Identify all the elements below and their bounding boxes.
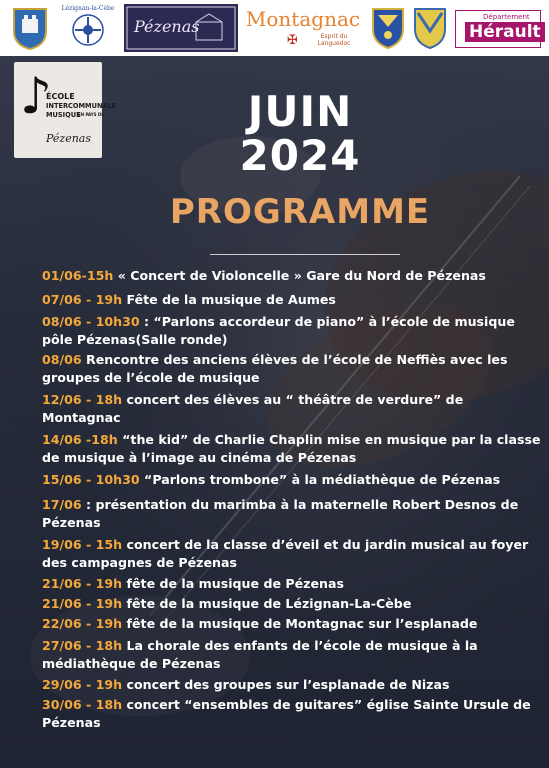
pezenas-logo: [124, 4, 238, 52]
montagnac-logo-text: Montagnac: [245, 7, 361, 31]
herault-logo: [455, 10, 541, 48]
event-item: [42, 615, 542, 633]
event-text: concert des élèves au “ théâtre de verdure” de Montagnac: [42, 392, 464, 425]
event-text: concert “ensembles de guitares” église Sainte Ursule de Pézenas: [42, 697, 531, 730]
event-text: concert de la classe d’éveil et du jardin musical au foyer des campagnes de Pézenas: [42, 537, 529, 570]
event-date: 29/06 - 19h: [42, 677, 123, 692]
title-programme: PROGRAMME: [169, 192, 431, 232]
event-date: 21/06 - 19h: [42, 596, 123, 611]
lezignan-logo-text: Lézignan-la-Cèbe: [61, 5, 115, 12]
event-text: fête de la musique de Pézenas: [122, 576, 344, 591]
herault-logo-text: Hérault: [465, 22, 545, 42]
event-date: 12/06 - 18h: [42, 392, 123, 407]
event-text: : présentation du marimba à la maternelle Robert Desnos de Pézenas: [42, 497, 519, 530]
event-date: 14/06 -18h: [42, 432, 118, 447]
coat-of-arms-logo-2: [370, 5, 406, 51]
school-logo-line3: MUSIQUE: [46, 111, 81, 119]
event-date: 30/06 - 18h: [42, 697, 123, 712]
event-item: [42, 267, 542, 285]
school-logo: [14, 62, 117, 158]
event-date: 08/06: [42, 352, 82, 367]
partner-logos-bar: [0, 0, 549, 56]
event-item: [42, 391, 542, 427]
event-item: [42, 676, 542, 694]
event-item: [42, 575, 542, 593]
event-text: concert des groupes sur l’esplanade de Nizas: [122, 677, 450, 692]
lezignan-logo: [56, 5, 120, 51]
coat-of-arms-logo-1: [10, 5, 50, 51]
school-logo-line3b: EN PAYS DE: [78, 112, 104, 117]
event-text: “Parlons trombone” à la médiathèque de Pézenas: [139, 472, 501, 487]
title-month: JUIN: [247, 87, 353, 136]
event-text: La chorale des enfants de l’école de musique à la médiathèque de Pézenas: [42, 638, 478, 671]
music-note-icon: ♪: [20, 67, 52, 125]
event-text: Rencontre des anciens élèves de l’école de Neffiès avec les groupes de l’école de musique: [42, 352, 508, 385]
event-date: 21/06 - 19h: [42, 576, 123, 591]
event-item: [42, 471, 542, 489]
event-date: 17/06: [42, 497, 82, 512]
event-date: 19/06 - 15h: [42, 537, 123, 552]
event-date: 27/06 - 18h: [42, 638, 123, 653]
event-item: [42, 351, 542, 387]
pezenas-logo-text: Pézenas: [134, 17, 200, 36]
event-date: 07/06 - 19h: [42, 292, 123, 307]
event-item: [42, 291, 542, 309]
title-divider: [210, 254, 400, 255]
cross-icon: ✠: [287, 33, 298, 48]
event-date: 15/06 - 10h30: [42, 472, 140, 487]
event-item: [42, 536, 542, 572]
event-date: 22/06 - 19h: [42, 616, 123, 631]
event-item: [42, 496, 542, 532]
event-date: 08/06 - 10h30: [42, 314, 140, 329]
event-text: fête de la musique de Montagnac sur l’esplanade: [122, 616, 478, 631]
event-text: Fête de la musique de Aumes: [122, 292, 336, 307]
coat-of-arms-logo-3: [412, 5, 448, 51]
montagnac-logo: [242, 5, 364, 51]
school-logo-line4: Pézenas: [46, 132, 92, 145]
event-date: 01/06-15h: [42, 268, 114, 283]
event-item: [42, 696, 542, 732]
event-text: fête de la musique de Lézignan-La-Cèbe: [122, 596, 412, 611]
school-logo-line1: ÉCOLE: [46, 92, 75, 101]
herault-logo-subtext: Département: [483, 13, 530, 21]
event-item: [42, 637, 542, 673]
title-year: 2024: [239, 131, 361, 180]
event-text: : “Parlons accordeur de piano” à l’école de musique pôle Pézenas(Salle ronde): [42, 314, 515, 347]
event-text: “the kid” de Charlie Chaplin mise en musique par la classe de musique à l’image au cinéma de Pézenas: [42, 432, 541, 465]
event-item: [42, 431, 542, 467]
school-logo-line2: INTERCOMMUNALE: [46, 102, 117, 110]
event-text: « Concert de Violoncelle » Gare du Nord de Pézenas: [113, 268, 486, 283]
event-item: [42, 313, 542, 349]
montagnac-logo-subtext: Esprit du Languedoc: [317, 33, 351, 47]
event-item: [42, 595, 542, 613]
